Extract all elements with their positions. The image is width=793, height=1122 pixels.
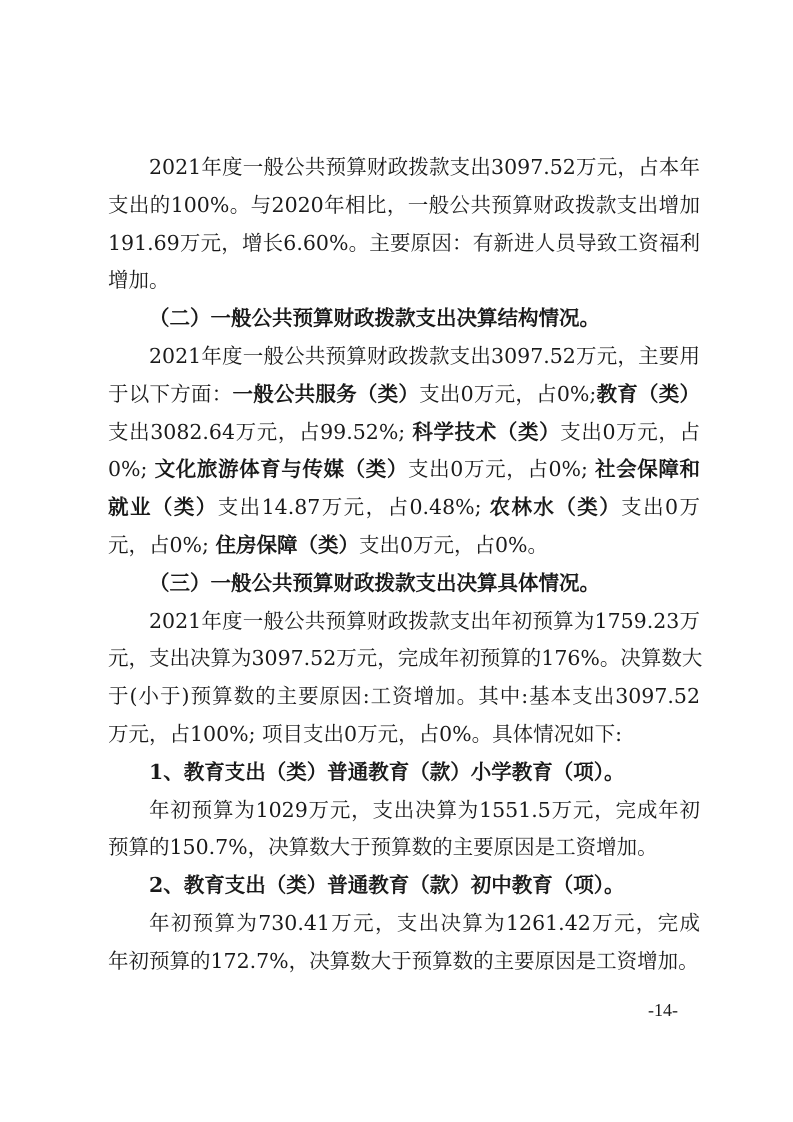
text-line [108,527,700,565]
bold-text: 一般公共服务（类） [232,381,420,406]
paragraph [108,149,700,300]
text-run: 支出0万元，占0%; [408,457,596,482]
text-run: 支出的100%。与2020年相比，一般公共预算财政拨款支出增加 [108,192,700,217]
text-line [108,603,700,641]
section-heading [108,300,700,338]
bold-text: 住房保障（类） [215,532,359,557]
text-line [108,489,700,527]
text-run: 2021年度一般公共预算财政拨款支出3097.52万元，占本年 [149,155,700,179]
text-run: 万元，占100%; 项目支出0万元，占0%。具体情况如下: [108,721,623,746]
text-run: 支出0万 [621,495,701,520]
document-body [108,149,703,981]
text-line [108,414,700,452]
text-line [108,262,700,300]
text-line [108,754,700,792]
text-line [108,300,700,338]
text-line [108,640,703,678]
text-run: 年初预算为730.41万元，支出决算为1261.42万元，完成 [149,910,700,935]
text-run: 于以下方面： [108,381,233,406]
text-run: 元，占0%; [108,532,216,557]
text-run: 支出14.87万元，占0.48%; [217,495,490,520]
text-line [108,867,700,905]
text-run: 支出0万元，占0%; [419,381,597,406]
text-line [108,149,700,187]
bold-text: （三）一般公共预算财政拨款支出决算具体情况。 [149,570,600,595]
bold-text: 文化旅游体育与传媒（类） [154,457,409,482]
text-line [108,678,700,716]
text-line [108,829,700,867]
page-number: -14- [648,1000,678,1020]
text-run: 于(小于)预算数的主要原因:工资增加。其中:基本支出3097.52 [108,684,700,709]
text-line [108,338,700,376]
text-line [108,451,700,489]
text-run: 支出0万元，占 [560,419,700,444]
section-heading [108,754,700,792]
text-run: 0%; [108,457,155,482]
paragraph [108,603,703,754]
paragraph [108,338,700,565]
bold-text: 社会保障和 [595,457,701,482]
text-run: 2021年度一般公共预算财政拨款支出年初预算为1759.23万 [149,608,700,633]
paragraph [108,905,700,981]
bold-text: 2、教育支出（类）普通教育（款）初中教育（项）。 [149,873,625,898]
section-heading [108,867,700,905]
text-run: 年初预算的172.7%，决算数大于预算数的主要原因是工资增加。 [108,948,699,973]
bold-text: 就业（类） [108,495,218,520]
text-run: 元，支出决算为3097.52万元，完成年初预算的176%。决算数大 [108,646,703,671]
text-line [108,905,700,943]
text-line [108,187,700,225]
text-line [108,792,700,830]
section-heading [108,565,700,603]
text-line [108,565,700,603]
text-run: 预算的150.7%，决算数大于预算数的主要原因是工资增加。 [108,835,658,860]
bold-text: 1、教育支出（类）普通教育（款）小学教育（项）。 [149,759,625,784]
bold-text: 农林水（类） [489,495,622,520]
text-run: 增加。 [108,268,170,293]
text-run: 支出3082.64万元，占99.52%; [108,419,413,444]
text-run: 支出0万元，占0%。 [358,532,549,557]
text-line [108,716,700,754]
text-line [108,943,700,981]
text-line [108,225,700,263]
text-line [108,376,700,414]
text-run: 191.69万元，增长6.60%。主要原因：有新进人员导致工资福利 [108,230,700,255]
text-run: 2021年度一般公共预算财政拨款支出3097.52万元，主要用 [149,343,700,368]
bold-text: （二）一般公共预算财政拨款支出决算结构情况。 [149,306,600,331]
bold-text: 科学技术（类） [412,419,561,444]
paragraph [108,792,700,868]
text-run: 年初预算为1029万元，支出决算为1551.5万元，完成年初 [149,797,700,822]
bold-text: 教育（类） [596,381,701,406]
